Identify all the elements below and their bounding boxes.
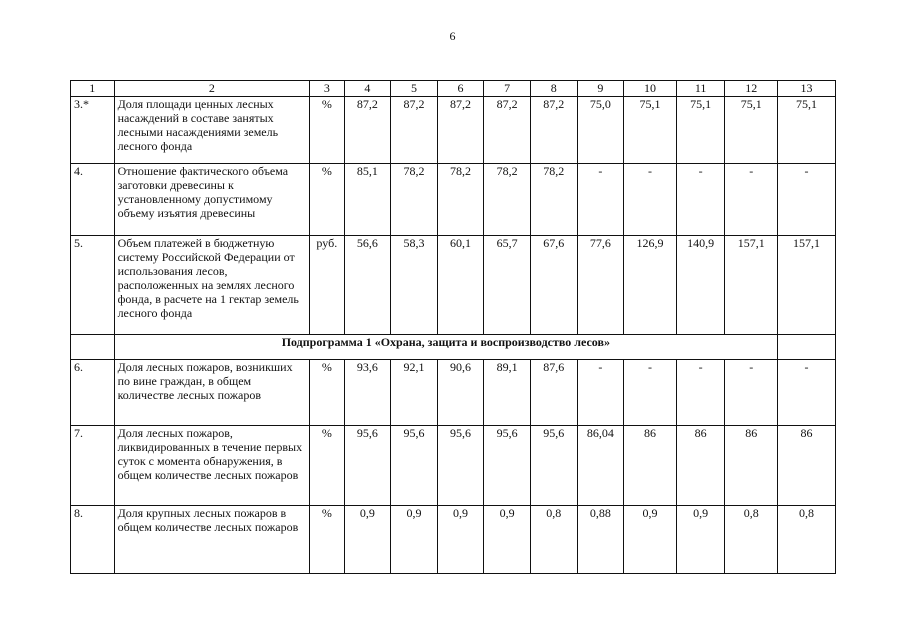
column-number: 3	[310, 81, 344, 97]
row-number: 4.	[71, 164, 115, 236]
table-row	[71, 97, 836, 164]
value-cell: -	[676, 360, 725, 426]
subprogram-row	[71, 335, 836, 360]
value-cell: 0,9	[624, 506, 677, 574]
table-body-bottom	[71, 360, 836, 574]
column-number: 12	[725, 81, 778, 97]
value-cell: 85,1	[344, 164, 391, 236]
value-cell: 58,3	[391, 236, 438, 335]
value-cell: 87,2	[344, 97, 391, 164]
column-number: 10	[624, 81, 677, 97]
page-number: 6	[449, 29, 456, 43]
value-cell: 0,9	[676, 506, 725, 574]
value-cell: 95,6	[437, 426, 484, 506]
value-cell: 0,9	[437, 506, 484, 574]
value-cell: 0,8	[725, 506, 778, 574]
indicator-name: Доля лесных пожаров, возникших по вине граждан, в общем количестве лесных пожаров	[114, 360, 310, 426]
indicator-name: Доля лесных пожаров, ликвидированных в течение первых суток с момента обнаружения, в общем количестве лесных пожаров	[114, 426, 310, 506]
value-cell: 0,8	[778, 506, 836, 574]
value-cell: 92,1	[391, 360, 438, 426]
subprogram-title: Подпрограмма 1 «Охрана, защита и воспроизводство лесов»	[114, 335, 778, 360]
value-cell: 75,0	[577, 97, 624, 164]
value-cell: 0,8	[530, 506, 577, 574]
value-cell: 65,7	[484, 236, 531, 335]
value-cell: -	[577, 360, 624, 426]
indicators-table	[70, 80, 836, 574]
column-number: 6	[437, 81, 484, 97]
value-cell: 86,04	[577, 426, 624, 506]
column-number: 8	[530, 81, 577, 97]
value-cell: 86	[778, 426, 836, 506]
value-cell: 0,9	[344, 506, 391, 574]
value-cell: 90,6	[437, 360, 484, 426]
row-number: 6.	[71, 360, 115, 426]
value-cell: 157,1	[778, 236, 836, 335]
value-cell: 75,1	[676, 97, 725, 164]
table-row	[71, 426, 836, 506]
table-row	[71, 236, 836, 335]
value-cell: 67,6	[530, 236, 577, 335]
table-body-top	[71, 97, 836, 335]
unit-cell: руб.	[310, 236, 344, 335]
value-cell: 77,6	[577, 236, 624, 335]
value-cell: 78,2	[391, 164, 438, 236]
value-cell: -	[676, 164, 725, 236]
column-number: 9	[577, 81, 624, 97]
value-cell: 157,1	[725, 236, 778, 335]
table-row	[71, 506, 836, 574]
table-row	[71, 164, 836, 236]
value-cell: 89,1	[484, 360, 531, 426]
value-cell: 86	[676, 426, 725, 506]
indicator-name: Отношение фактического объема заготовки древесины к установленному допустимому объему изъятия древесины	[114, 164, 310, 236]
value-cell: -	[778, 360, 836, 426]
value-cell: 56,6	[344, 236, 391, 335]
value-cell: 75,1	[624, 97, 677, 164]
table-row	[71, 360, 836, 426]
value-cell: -	[624, 360, 677, 426]
value-cell: 0,9	[391, 506, 438, 574]
value-cell: 78,2	[437, 164, 484, 236]
subprogram-num-cell	[71, 335, 115, 360]
value-cell: 78,2	[530, 164, 577, 236]
value-cell: 95,6	[530, 426, 577, 506]
column-number: 1	[71, 81, 115, 97]
value-cell: 95,6	[391, 426, 438, 506]
value-cell: 60,1	[437, 236, 484, 335]
value-cell: 87,6	[530, 360, 577, 426]
row-number: 8.	[71, 506, 115, 574]
column-number: 4	[344, 81, 391, 97]
row-number: 5.	[71, 236, 115, 335]
column-number: 5	[391, 81, 438, 97]
value-cell: -	[725, 164, 778, 236]
value-cell: 87,2	[391, 97, 438, 164]
indicator-name: Доля крупных лесных пожаров в общем количестве лесных пожаров	[114, 506, 310, 574]
column-number: 2	[114, 81, 310, 97]
unit-cell: %	[310, 97, 344, 164]
value-cell: 140,9	[676, 236, 725, 335]
indicator-name: Объем платежей в бюджетную систему Российской Федерации от использования лесов, расположенных на землях лесного фонда, в расчете на 1 гектар земель лесного фонда	[114, 236, 310, 335]
value-cell: 87,2	[437, 97, 484, 164]
value-cell: 86	[624, 426, 677, 506]
column-number-row	[71, 81, 836, 97]
unit-cell: %	[310, 360, 344, 426]
value-cell: 0,88	[577, 506, 624, 574]
subprogram-end-cell	[778, 335, 836, 360]
value-cell: 126,9	[624, 236, 677, 335]
value-cell: -	[778, 164, 836, 236]
value-cell: -	[624, 164, 677, 236]
unit-cell: %	[310, 164, 344, 236]
indicator-name: Доля площади ценных лесных насаждений в составе занятых лесными насаждениями земель лесного фонда	[114, 97, 310, 164]
value-cell: 95,6	[344, 426, 391, 506]
table-header	[71, 81, 836, 97]
value-cell: 75,1	[778, 97, 836, 164]
unit-cell: %	[310, 426, 344, 506]
value-cell: 95,6	[484, 426, 531, 506]
value-cell: 93,6	[344, 360, 391, 426]
value-cell: 86	[725, 426, 778, 506]
column-number: 7	[484, 81, 531, 97]
value-cell: 78,2	[484, 164, 531, 236]
value-cell: -	[725, 360, 778, 426]
unit-cell: %	[310, 506, 344, 574]
value-cell: 0,9	[484, 506, 531, 574]
value-cell: 75,1	[725, 97, 778, 164]
column-number: 11	[676, 81, 725, 97]
value-cell: 87,2	[530, 97, 577, 164]
column-number: 13	[778, 81, 836, 97]
row-number: 7.	[71, 426, 115, 506]
row-number: 3.*	[71, 97, 115, 164]
subprogram-section	[71, 335, 836, 360]
value-cell: 87,2	[484, 97, 531, 164]
value-cell: -	[577, 164, 624, 236]
